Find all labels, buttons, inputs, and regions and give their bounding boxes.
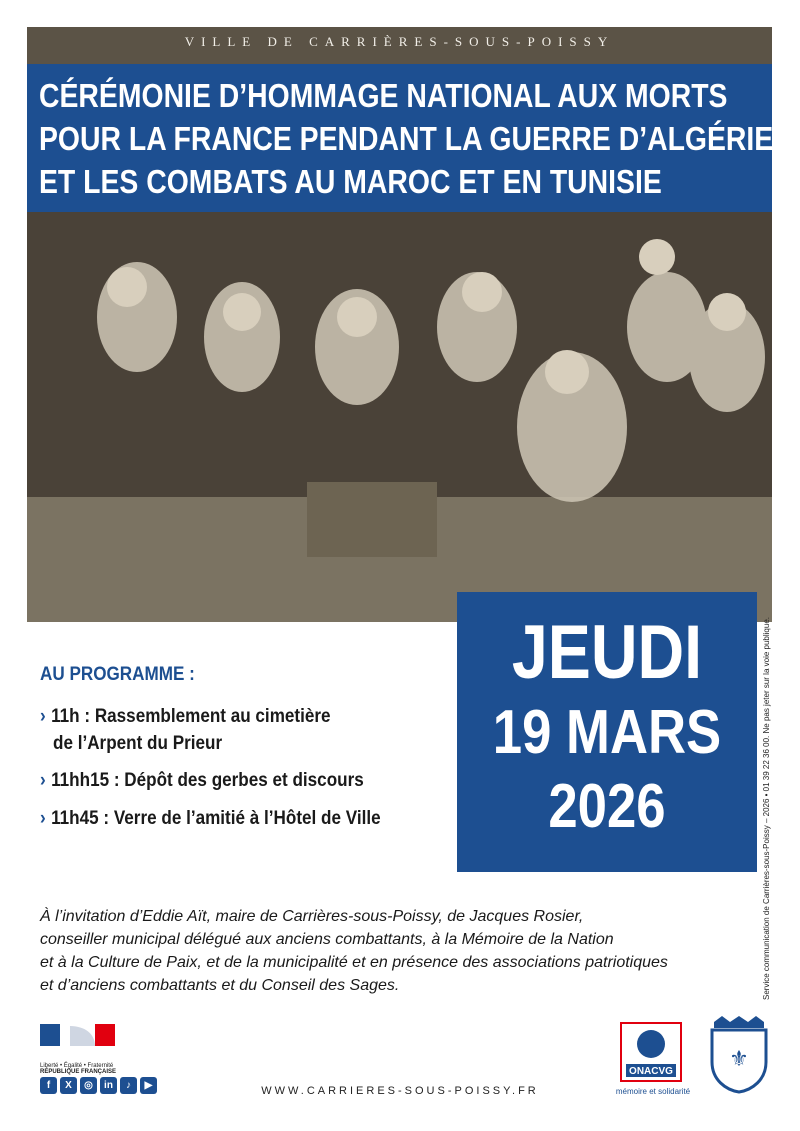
- program-item: [40, 768, 364, 794]
- city-name: VILLE DE CARRIÈRES-SOUS-POISSY: [184, 34, 615, 49]
- facebook-icon[interactable]: f: [40, 1077, 57, 1094]
- date-day-month: 19 MARS: [492, 698, 722, 767]
- date-box: [457, 592, 757, 872]
- onacvg-logo: [620, 1022, 682, 1082]
- invitation-text: [40, 905, 760, 997]
- chevron-right-icon: ›: [40, 770, 46, 791]
- social-links: [40, 1077, 157, 1094]
- invitation-line: et d’anciens combattants et du Conseil des Sages.: [40, 977, 400, 994]
- onac-caption: mémoire et solidarité: [615, 1087, 691, 1096]
- program-item-text: de l’Arpent du Prieur: [53, 733, 223, 754]
- program-title: AU PROGRAMME :: [40, 664, 195, 685]
- svg-text:⚜: ⚜: [729, 1047, 749, 1072]
- program-item: [40, 704, 331, 730]
- website-url[interactable]: WWW.CARRIERES-SOUS-POISSY.FR: [261, 1085, 539, 1097]
- youtube-icon[interactable]: ▶: [140, 1077, 157, 1094]
- rf-name: RÉPUBLIQUE FRANÇAISE: [40, 1069, 117, 1075]
- invitation-line: À l’invitation d’Eddie Aït, maire de Carrières-sous-Poissy, de Jacques Rosier,: [40, 908, 584, 925]
- linkedin-icon[interactable]: in: [100, 1077, 117, 1094]
- date-day: JEUDI: [511, 610, 703, 695]
- title-line-1: CÉRÉMONIE D’HOMMAGE NATIONAL AUX MORTS: [39, 77, 728, 114]
- onac-label: ONACVG: [629, 1066, 673, 1077]
- chevron-right-icon: ›: [40, 706, 46, 727]
- instagram-icon[interactable]: ◎: [80, 1077, 97, 1094]
- title-line-2: POUR LA FRANCE PENDANT LA GUERRE D’ALGÉRIE: [39, 120, 774, 157]
- date-year: 2026: [548, 772, 666, 841]
- program-item-text: 11h : Rassemblement au cimetière: [51, 706, 331, 727]
- program-item-text: 11h45 : Verre de l’amitié à l’Hôtel de Ville: [51, 808, 381, 829]
- invitation-line: et à la Culture de Paix, et de la municipalité et en présence des associations patriotiques: [40, 954, 668, 971]
- tiktok-icon[interactable]: ♪: [120, 1077, 137, 1094]
- rf-motto: Liberté • Égalité • Fraternité: [40, 1063, 114, 1069]
- program-item: [40, 806, 381, 832]
- program-item-text: 11hh15 : Dépôt des gerbes et discours: [51, 770, 364, 791]
- city-crest-logo: [708, 1014, 770, 1094]
- side-credit: [762, 616, 776, 1000]
- rf-text: [40, 1063, 116, 1075]
- invitation-line: conseiller municipal délégué aux anciens combattants, à la Mémoire de la Nation: [40, 931, 614, 948]
- title-line-3: ET LES COMBATS AU MAROC ET EN TUNISIE: [39, 163, 662, 200]
- program-item-continuation: [53, 731, 222, 757]
- side-credit-text: Service communication de Carrières-sous-Poissy – 2026 • 01 39 22 36 00. Ne pas jeter sur la voie publique.: [762, 616, 771, 1000]
- chevron-right-icon: ›: [40, 808, 46, 829]
- ceremony-title-box: [27, 64, 772, 212]
- x-icon[interactable]: X: [60, 1077, 77, 1094]
